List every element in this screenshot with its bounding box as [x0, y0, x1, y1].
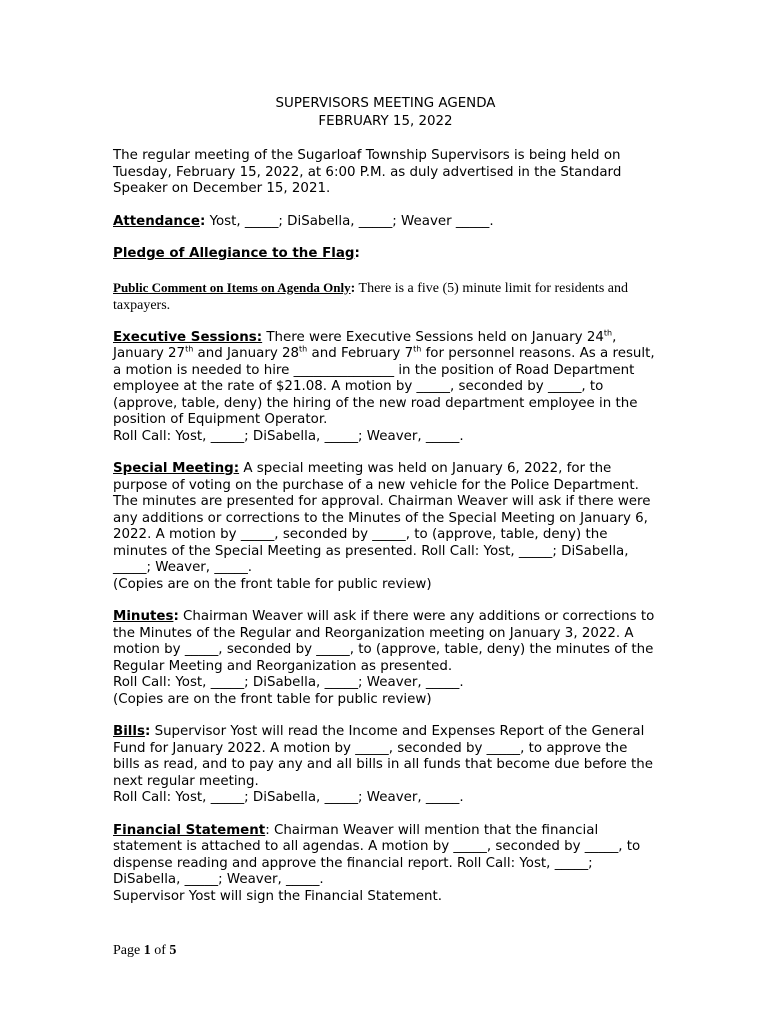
title-line-1: SUPERVISORS MEETING AGENDA [275, 96, 496, 111]
attendance-text: Yost, _____; DiSabella, _____; Weaver _____. [205, 213, 494, 229]
financial-statement-section [113, 823, 658, 906]
pledge-heading: Pledge of Allegiance to the Flag [113, 246, 355, 261]
bills-heading: Bills [113, 724, 145, 739]
title-line-2: FEBRUARY 15, 2022 [318, 114, 453, 129]
special-meeting-section [113, 461, 658, 593]
attendance-heading: Attendance [113, 213, 200, 229]
minutes-text: Chairman Weaver will ask if there were any additions or corrections to the Minutes of the Regular and Reorganization meeting on January 3, 2022. A motion by _____, seconded by _____, to (approve, table, deny) the minutes of the Regular Meeting and Reorganization as presented. [113, 609, 655, 674]
page-word: Page [113, 943, 144, 958]
financial-statement-text: : Chairman Weaver will mention that the financial statement is attached to all agendas. A motion by _____, seconded by _____, to dispense reading and approve the financial report. Roll Call: Yost, _____; DiSabella, _____; Weaver, _____. [113, 822, 641, 887]
executive-sup-3: th [299, 344, 308, 354]
special-meeting-note: (Copies are on the front table for public review) [113, 576, 432, 592]
public-comment-text: There is a five (5) minute limit for residents and taxpayers. [113, 280, 628, 313]
executive-text-1: There were Executive Sessions held on January 24 [262, 329, 604, 345]
page-total: 5 [169, 943, 177, 958]
minutes-heading: Minutes [113, 609, 174, 624]
attendance-colon: : [199, 213, 206, 229]
executive-sup-1: th [603, 328, 613, 338]
public-comment-section [113, 279, 658, 314]
special-meeting-text: A special meeting was held on January 6, 2022, for the purpose of voting on the purchase of a new vehicle for the Police Department. The minutes are presented for approval. Chairman Weaver will ask if there were any additions or corrections to the Minutes of the Special Meeting on January 6, 2022. A motion by _____, seconded by _____, to (approve, table, deny) the minutes of the Special Meeting as presented. Roll Call: Yost, _____; DiSabella, _____; Weaver, _____. [113, 461, 651, 575]
financial-statement-heading: Financial Statement [113, 822, 266, 838]
executive-section [113, 330, 658, 446]
minutes-section [113, 609, 658, 708]
public-comment-heading: Public Comment on Items on Agenda Only [113, 279, 351, 295]
executive-text-2: , January 27 [113, 329, 617, 361]
special-meeting-heading: Special Meeting: [113, 461, 240, 476]
financial-statement-sign: Supervisor Yost will sign the Financial Statement. [113, 888, 443, 904]
bills-text: Supervisor Yost will read the Income and Expenses Report of the General Fund for January 2022. A motion by _____, seconded by _____, to approve the bills as read, and to pay any and all bills in all funds that become due before the next regular meeting. [113, 724, 654, 789]
intro-paragraph: The regular meeting of the Sugarloaf Township Supervisors is being held on Tuesday, February 15, 2022, at 6:00 P.M. as duly advertised in the Standard Speaker on December 15, 2021. [113, 148, 622, 196]
document-page [113, 95, 658, 905]
bills-section [113, 724, 658, 807]
of-word: of [150, 943, 170, 958]
executive-text-3: and January 28 [193, 346, 300, 361]
executive-roll-call: Roll Call: Yost, _____; DiSabella, _____; Weaver, _____. [113, 428, 464, 444]
executive-sup-2: th [185, 344, 194, 354]
minutes-roll-call: Roll Call: Yost, _____; DiSabella, _____; Weaver, _____. [113, 675, 464, 690]
public-comment-colon: : [350, 280, 356, 296]
minutes-colon: : [173, 609, 179, 624]
bills-colon: : [144, 724, 151, 739]
bills-roll-call: Roll Call: Yost, _____; DiSabella, _____; Weaver, _____. [113, 790, 464, 805]
attendance-section [113, 214, 658, 231]
page-number: 1 [143, 943, 151, 958]
pledge-colon: : [354, 246, 360, 261]
executive-text-5: for personnel reasons. As a result, a motion is needed to hire _______________ in the position of Road Department employee at the rate of $21.08. A motion by _____, seconded by _____, to (approve, table, deny) the hiring of the new road department employee in the position of Equipment Operator. [113, 346, 655, 427]
pledge-section [113, 246, 658, 263]
executive-heading: Executive Sessions: [113, 329, 263, 345]
minutes-note: (Copies are on the front table for public review) [113, 691, 432, 707]
executive-sup-4: th [413, 344, 422, 354]
page-footer [113, 943, 176, 960]
agenda-title [113, 95, 658, 131]
executive-text-4: and February 7 [307, 346, 414, 361]
